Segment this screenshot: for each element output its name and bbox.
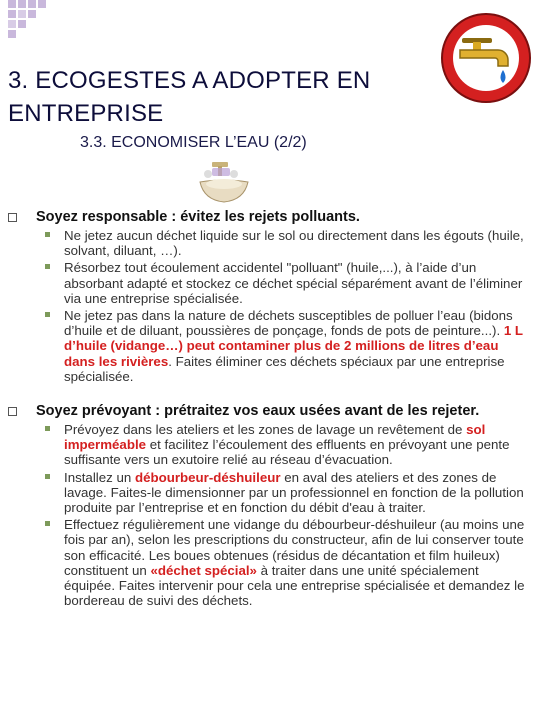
- square-bullet-icon: [45, 232, 50, 237]
- square-bullet-icon: [45, 474, 50, 479]
- sink-basin-icon: [196, 158, 252, 206]
- highlighted-text: 1 L d’huile (vidange…) peut contaminer plus de 2 millions de litres d’eau dans les rivières: [64, 323, 523, 369]
- list-item: Installez un débourbeur-déshuileur en aval des ateliers et des zones de lavage. Faites-le dimensionner par un professionnel en fonction de la pollution produite par l’entreprise et en fonction du débit d'eau à traiter.: [8, 470, 528, 516]
- water-tap-drop-icon: [440, 12, 532, 104]
- highlighted-text: sol imperméable: [64, 422, 486, 453]
- square-bullet-icon: [45, 312, 50, 317]
- list-item: Résorbez tout écoulement accidentel "polluant" (huile,...), à l’aide d’un absorbant adapté et stockez ce déchet spécial séparément avant de l’éliminer via une entreprise spécialisée.: [8, 260, 528, 306]
- main-content: [8, 208, 528, 621]
- list-item: Effectuez régulièrement une vidange du débourbeur-déshuileur (au moins une fois par an), selon les prescriptions du constructeur, afin de lui conserver toute son efficacité. Les boues obtenues (résidus de décantation et film huileux) constituent un «déchet spécial» à traiter dans une unité spécialement équipée. Faites intervenir pour cela une entreprise spécialisée et demandez le bordereau de suivi des déchets.: [8, 517, 528, 608]
- checkbox-bullet-icon: [8, 213, 17, 222]
- highlighted-text: «déchet spécial»: [150, 562, 257, 578]
- section-prevoyant: [8, 402, 528, 608]
- list-item: Prévoyez dans les ateliers et les zones de lavage un revêtement de sol imperméable et facilitez l’écoulement des effluents en prévoyant une pente suffisante vers un exutoire relié au réseau d’évacuation.: [8, 422, 528, 468]
- title-line-1: 3. ECOGESTES A ADOPTER EN: [8, 67, 371, 94]
- decorative-square-grid: [8, 0, 48, 40]
- list-item: Ne jetez aucun déchet liquide sur le sol ou directement dans les égouts (huile, solvant, diluant, …).: [8, 228, 528, 258]
- checkbox-bullet-icon: [8, 407, 17, 416]
- page-title: [8, 64, 370, 130]
- list-item: Ne jetez pas dans la nature de déchets susceptibles de polluer l’eau (bidons d’huile et de diluant, poussières de ponçage, fonds de pots de peinture...). 1 L d’huile (vidange…) peut contaminer plus de 2 millions de litres d’eau dans les rivières. Faites éliminer ces déchets spéciaux par une entreprise spécialisée.: [8, 308, 528, 384]
- section-heading: Soyez responsable : évitez les rejets polluants.: [36, 209, 360, 225]
- page-subtitle: 3.3. ECONOMISER L’EAU (2/2): [80, 134, 307, 151]
- title-line-2: ENTREPRISE: [8, 100, 164, 127]
- square-bullet-icon: [45, 264, 50, 269]
- section-responsable: [8, 208, 528, 384]
- highlighted-text: débourbeur-déshuileur: [134, 469, 281, 485]
- section-heading: Soyez prévoyant : prétraitez vos eaux usées avant de les rejeter.: [36, 403, 480, 420]
- square-bullet-icon: [45, 521, 50, 526]
- square-bullet-icon: [45, 426, 50, 431]
